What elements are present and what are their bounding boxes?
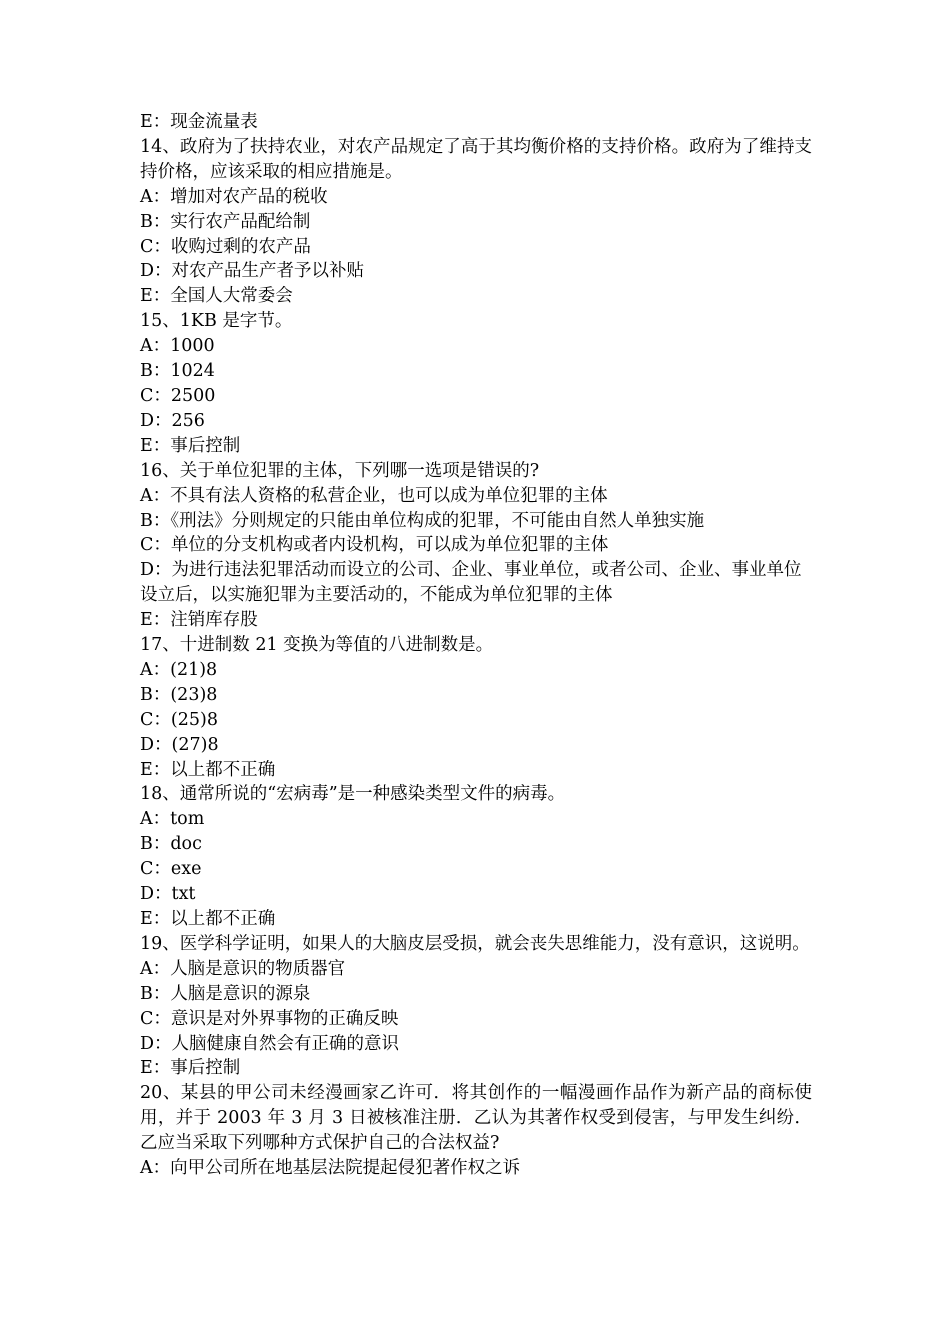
answer-option: A：不具有法人资格的私营企业，也可以成为单位犯罪的主体 (140, 485, 608, 506)
answer-option: B：doc (140, 834, 202, 855)
answer-option: B：(23)8 (140, 684, 218, 705)
answer-option: A：增加对农产品的税收 (140, 186, 328, 207)
answer-option: E：事后控制 (140, 1058, 241, 1079)
answer-option: A：tom (140, 809, 205, 830)
answer-option: D：为进行违法犯罪活动而设立的公司、企业、事业单位，或者公司、企业、事业单位设立后，以实施犯罪为主要活动的，不能成为单位犯罪的主体 (140, 560, 802, 606)
answer-option: C：收购过剩的农产品 (140, 236, 311, 257)
question-text: 19、医学科学证明，如果人的大脑皮层受损，就会丧失思维能力，没有意识，这说明。 (140, 933, 810, 954)
answer-option: D：(27)8 (140, 734, 219, 755)
answer-option: E：以上都不正确 (140, 909, 276, 929)
answer-option: C：单位的分支机构或者内设机构，可以成为单位犯罪的主体 (140, 535, 609, 556)
answer-option: E：全国人大常委会 (140, 286, 293, 307)
answer-option: D：对农产品生产者予以补贴 (140, 261, 365, 282)
answer-option: D：txt (140, 884, 196, 905)
question-text: 16、关于单位犯罪的主体，下列哪一选项是错误的? (140, 460, 540, 481)
answer-option: C：2500 (140, 385, 216, 406)
answer-option: C：意识是对外界事物的正确反映 (140, 1008, 399, 1029)
answer-option: D：256 (140, 410, 205, 431)
answer-option: E：事后控制 (140, 435, 241, 456)
answer-option: B：人脑是意识的源泉 (140, 983, 311, 1004)
answer-option: D：人脑健康自然会有正确的意识 (140, 1033, 400, 1054)
answer-option: C：exe (140, 859, 202, 880)
answer-option: E：以上都不正确 (140, 759, 276, 780)
answer-option: B：实行农产品配给制 (140, 211, 311, 232)
answer-option: B：1024 (140, 361, 215, 382)
answer-option: E：注销库存股 (140, 610, 258, 631)
question-text: 18、通常所说的“宏病毒”是一种感染类型文件的病毒。 (140, 784, 566, 805)
answer-option: B：《刑法》分则规定的只能由单位构成的犯罪，不可能由自然人单独实施 (140, 510, 705, 531)
question-text: 20、某县的甲公司未经漫画家乙许可．将其创作的一幅漫画作品作为新产品的商标使用，并于 2003 年 3 月 3 日被核准注册．乙认为其著作权受到侵害，与甲发生纠纷．乙应当采取下列哪种方式保护自己的合法权益? (140, 1083, 812, 1154)
answer-option: C：(25)8 (140, 709, 218, 730)
answer-option: A：人脑是意识的物质器官 (140, 958, 346, 979)
question-text: 17、十进制数 21 变换为等值的八进制数是。 (140, 635, 494, 656)
question-text: 15、1KB 是字节。 (140, 311, 293, 332)
document-body (140, 110, 812, 1181)
question-text: 14、政府为了扶持农业，对农产品规定了高于其均衡价格的支持价格。政府为了维持支持价格，应该采取的相应措施是。 (140, 136, 812, 182)
answer-option: E：现金流量表 (140, 112, 258, 132)
answer-option: A：1000 (140, 336, 215, 357)
answer-option: A：(21)8 (140, 659, 218, 680)
answer-option: A：向甲公司所在地基层法院提起侵犯著作权之诉 (140, 1158, 521, 1179)
